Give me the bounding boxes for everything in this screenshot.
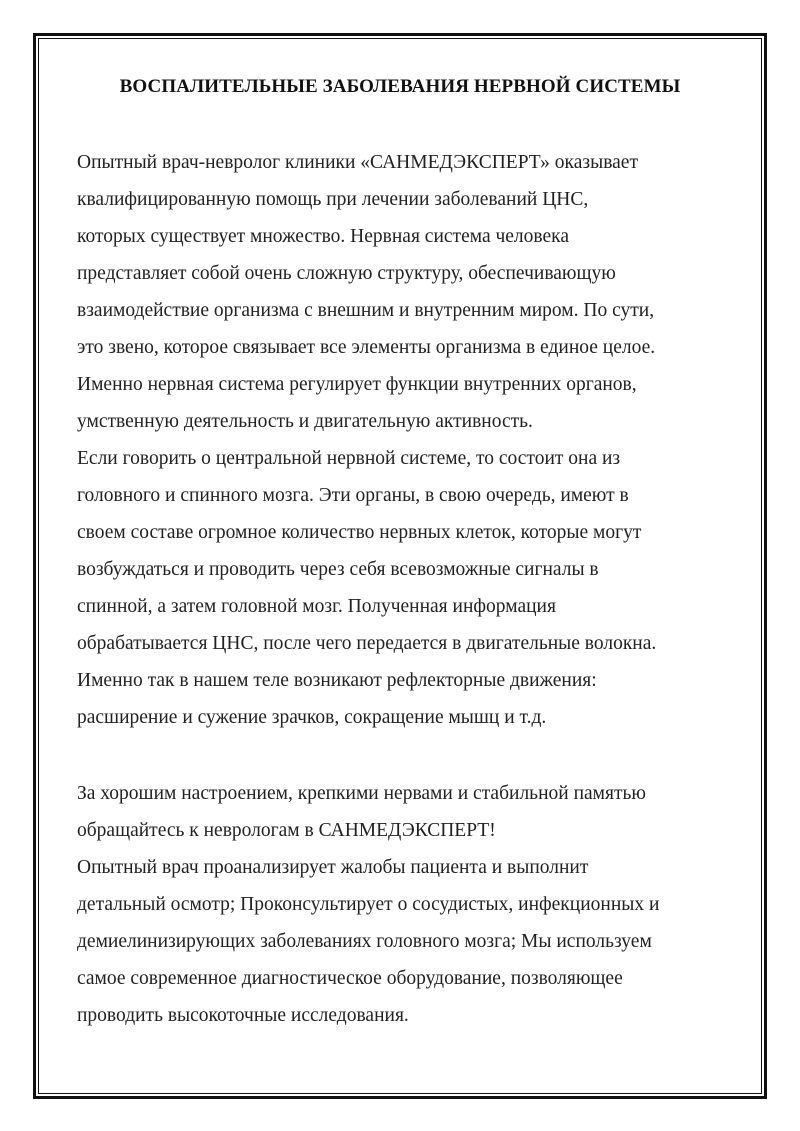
paragraph-4-line-2: детальный осмотр; Проконсультирует о сосудистых, инфекционных и xyxy=(77,894,660,915)
paragraph-3-line-2: обращайтесь к неврологам в САНМЕДЭКСПЕРТ! xyxy=(77,820,496,841)
paragraph-1-line-6: это звено, которое связывает все элементы организма в единое целое. xyxy=(77,337,656,358)
paragraph-2-line-3: своем составе огромное количество нервных клеток, которые могут xyxy=(77,522,642,543)
paragraph-4-line-1: Опытный врач проанализирует жалобы пациента и выполнит xyxy=(77,857,589,878)
paragraph-2-line-1: Если говорить о центральной нервной системе, то состоит она из xyxy=(77,448,621,469)
body-text-top xyxy=(77,144,737,736)
paragraph-2-line-8: расширение и сужение зрачков, сокращение мышц и т.д. xyxy=(77,707,547,728)
paragraph-2-line-2: головного и спинного мозга. Эти органы, в свою очередь, имеют в xyxy=(77,485,629,506)
paragraph-2-line-4: возбуждаться и проводить через себя всевозможные сигналы в xyxy=(77,559,599,580)
paragraph-1-line-3: которых существует множество. Нервная система человека xyxy=(77,226,569,247)
paragraph-4-line-4: самое современное диагностическое оборудование, позволяющее xyxy=(77,968,623,989)
paragraph-1-line-7: Именно нервная система регулирует функции внутренних органов, xyxy=(77,374,637,395)
paragraph-4-line-3: демиелинизирующих заболеваниях головного мозга; Мы используем xyxy=(77,931,652,952)
paragraph-1-line-2: квалифицированную помощь при лечении заболеваний ЦНС, xyxy=(77,189,589,210)
body-text-bottom xyxy=(77,775,737,1034)
paragraph-1-line-8: умственную деятельность и двигательную активность. xyxy=(77,411,533,432)
document-title: ВОСПАЛИТЕЛЬНЫЕ ЗАБОЛЕВАНИЯ НЕРВНОЙ СИСТЕМЫ xyxy=(119,76,681,97)
paragraph-2-line-5: спинной, а затем головной мозг. Полученная информация xyxy=(77,596,556,617)
paragraph-2-line-6: обрабатывается ЦНС, после чего передается в двигательные волокна. xyxy=(77,633,657,654)
paragraph-2-line-7: Именно так в нашем теле возникают рефлекторные движения: xyxy=(77,670,597,691)
paragraph-1-line-5: взаимодействие организма с внешним и внутренним миром. По сути, xyxy=(77,300,655,321)
paragraph-3-line-1: За хорошим настроением, крепкими нервами и стабильной памятью xyxy=(77,783,646,804)
paragraph-1-line-4: представляет собой очень сложную структуру, обеспечивающую xyxy=(77,263,616,284)
paragraph-4-line-5: проводить высокоточные исследования. xyxy=(77,1005,409,1026)
paragraph-1-line-1: Опытный врач-невролог клиники «САНМЕДЭКСПЕРТ» оказывает xyxy=(77,152,638,173)
